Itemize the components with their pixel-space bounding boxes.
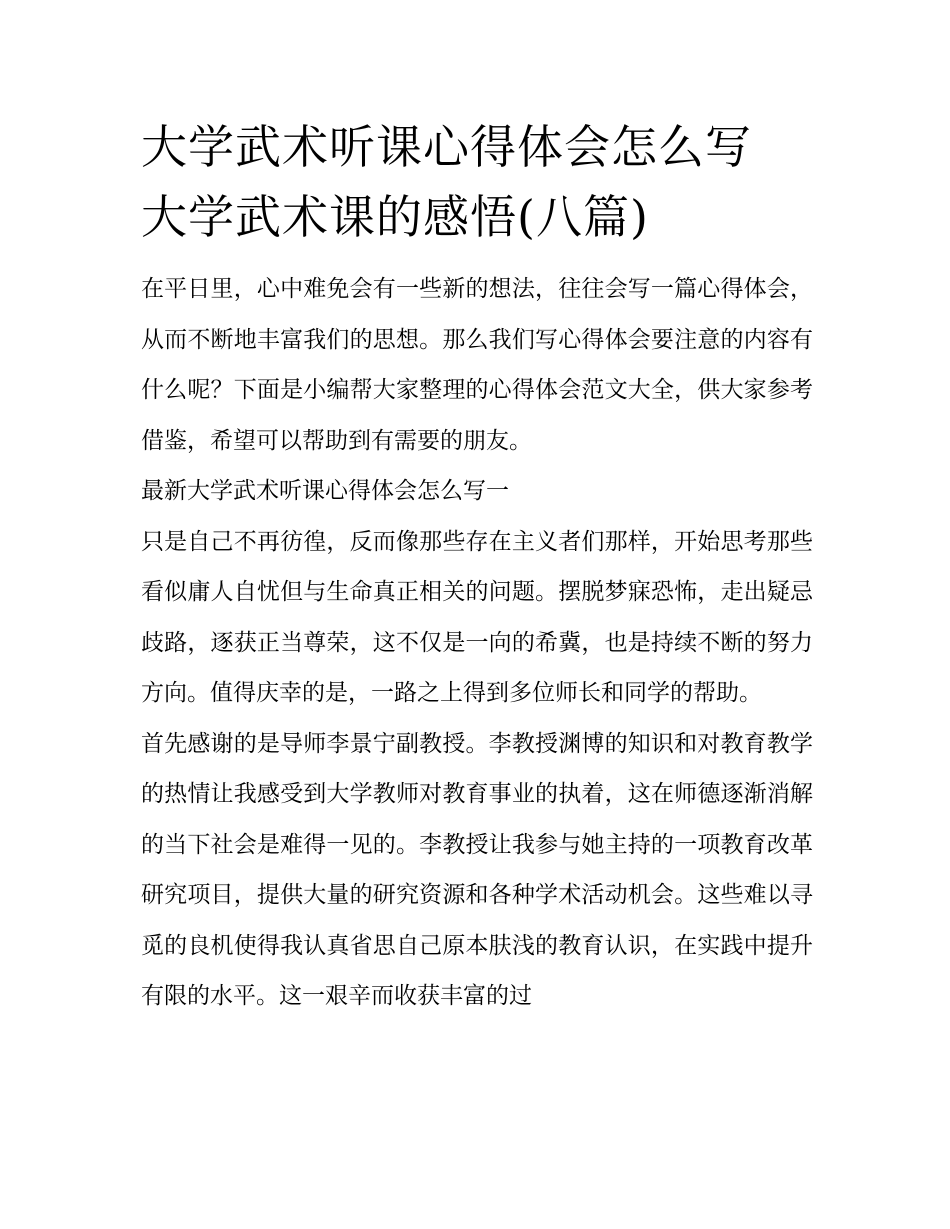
body-paragraph-2: 首先感谢的是导师李景宁副教授。李教授渊博的知识和对教育教学的热情让我感受到大学教师对教育事业的执着，这在师德逐渐消解的当下社会是难得一见的。李教授让我参与她主持的一项教育改革研究项目，提供大量的研究资源和各种学术活动机会。这些难以寻觅的良机使得我认真省思自己原本肤浅的教育认识，在实践中提升有限的水平。这一艰辛而收获丰富的过 [141, 730, 813, 1009]
title-line-1: 大学武术听课心得体会怎么写 [141, 120, 752, 174]
document-title [141, 112, 813, 252]
intro-paragraph: 在平日里，心中难免会有一些新的想法，往往会写一篇心得体会，从而不断地丰富我们的思想。那么我们写心得体会要注意的内容有什么呢？下面是小编帮大家整理的心得体会范文大全，供大家参考借鉴，希望可以帮助到有需要的朋友。 [141, 276, 813, 454]
title-line-2: 大学武术课的感悟(八篇) [141, 190, 649, 244]
body-paragraph-1: 只是自己不再彷徨，反而像那些存在主义者们那样，开始思考那些看似庸人自忧但与生命真正相关的问题。摆脱梦寐恐怖，走出疑忌歧路，逐获正当尊荣，这不仅是一向的希冀，也是持续不断的努力方向。值得庆幸的是，一路之上得到多位师长和同学的帮助。 [141, 528, 813, 706]
section-heading: 最新大学武术听课心得体会怎么写一 [141, 478, 509, 504]
document-body [141, 112, 813, 1022]
